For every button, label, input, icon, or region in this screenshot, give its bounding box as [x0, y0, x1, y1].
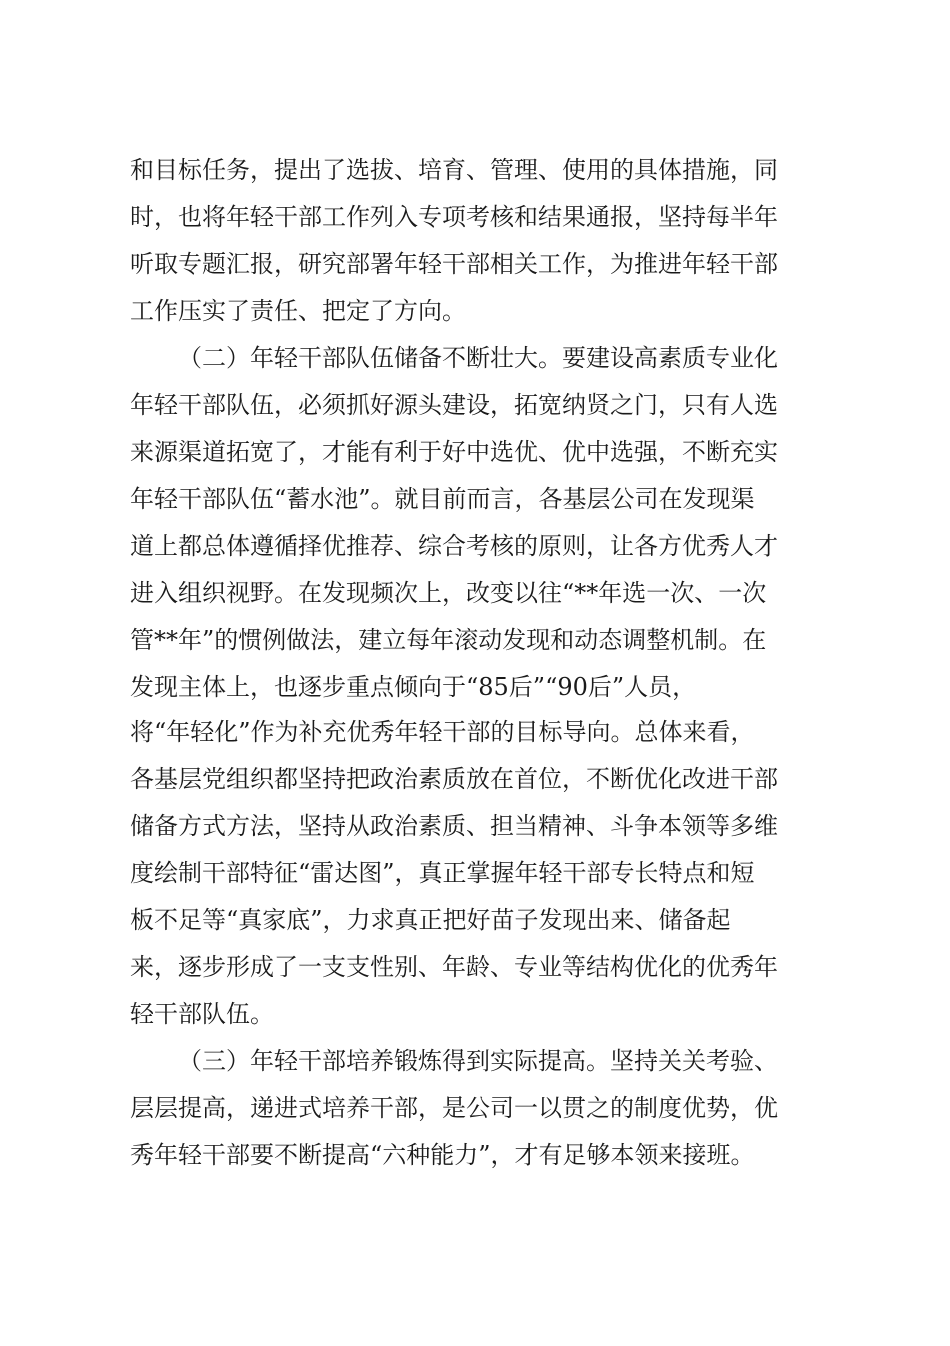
- text-line: 来源渠道拓宽了，才能有利于好中选优、优中选强，不断充实: [130, 438, 778, 466]
- text-line: 时，也将年轻干部工作列入专项考核和结果通报，坚持每半年: [130, 203, 778, 231]
- text-line: 将“年轻化”作为补充优秀年轻干部的目标导向。总体来看，: [130, 718, 755, 746]
- text-line: 年轻干部队伍，必须抓好源头建设，拓宽纳贤之门，只有人选: [130, 391, 778, 419]
- text-line: 道上都总体遵循择优推荐、综合考核的原则，让各方优秀人才: [130, 532, 778, 560]
- text-line: 发现主体上，也逐步重点倾向于“85后”“90后”人员，: [130, 673, 697, 701]
- text-line: 各基层党组织都坚持把政治素质放在首位，不断优化改进干部: [130, 765, 778, 793]
- section-heading-line: （二）年轻干部队伍储备不断壮大。要建设高素质专业化: [178, 344, 778, 372]
- text-line: 度绘制干部特征“雷达图”，真正掌握年轻干部专长特点和短: [130, 859, 755, 887]
- section-heading-line: （三）年轻干部培养锻炼得到实际提高。坚持关关考验、: [178, 1047, 778, 1075]
- text-line: 储备方式方法，坚持从政治素质、担当精神、斗争本领等多维: [130, 812, 778, 840]
- text-line: 进入组织视野。在发现频次上，改变以往“**年选一次、一次: [130, 579, 767, 607]
- text-line: 轻干部队伍。: [130, 1000, 274, 1028]
- text-line: 板不足等“真家底”，力求真正把好苗子发现出来、储备起: [130, 906, 731, 934]
- text-line: 和目标任务，提出了选拔、培育、管理、使用的具体措施，同: [130, 156, 778, 184]
- text-line: 工作压实了责任、把定了方向。: [130, 297, 466, 325]
- text-line: 层层提高，递进式培养干部，是公司一以贯之的制度优势，优: [130, 1094, 778, 1122]
- text-line: 听取专题汇报，研究部署年轻干部相关工作，为推进年轻干部: [130, 250, 778, 278]
- text-line: 管**年”的惯例做法，建立每年滚动发现和动态调整机制。在: [130, 626, 767, 654]
- text-line: 秀年轻干部要不断提高“六种能力”，才有足够本领来接班。: [130, 1141, 755, 1169]
- text-line: 年轻干部队伍“蓄水池”。就目前而言，各基层公司在发现渠: [130, 485, 755, 513]
- text-line: 来，逐步形成了一支支性别、年龄、专业等结构优化的优秀年: [130, 953, 778, 981]
